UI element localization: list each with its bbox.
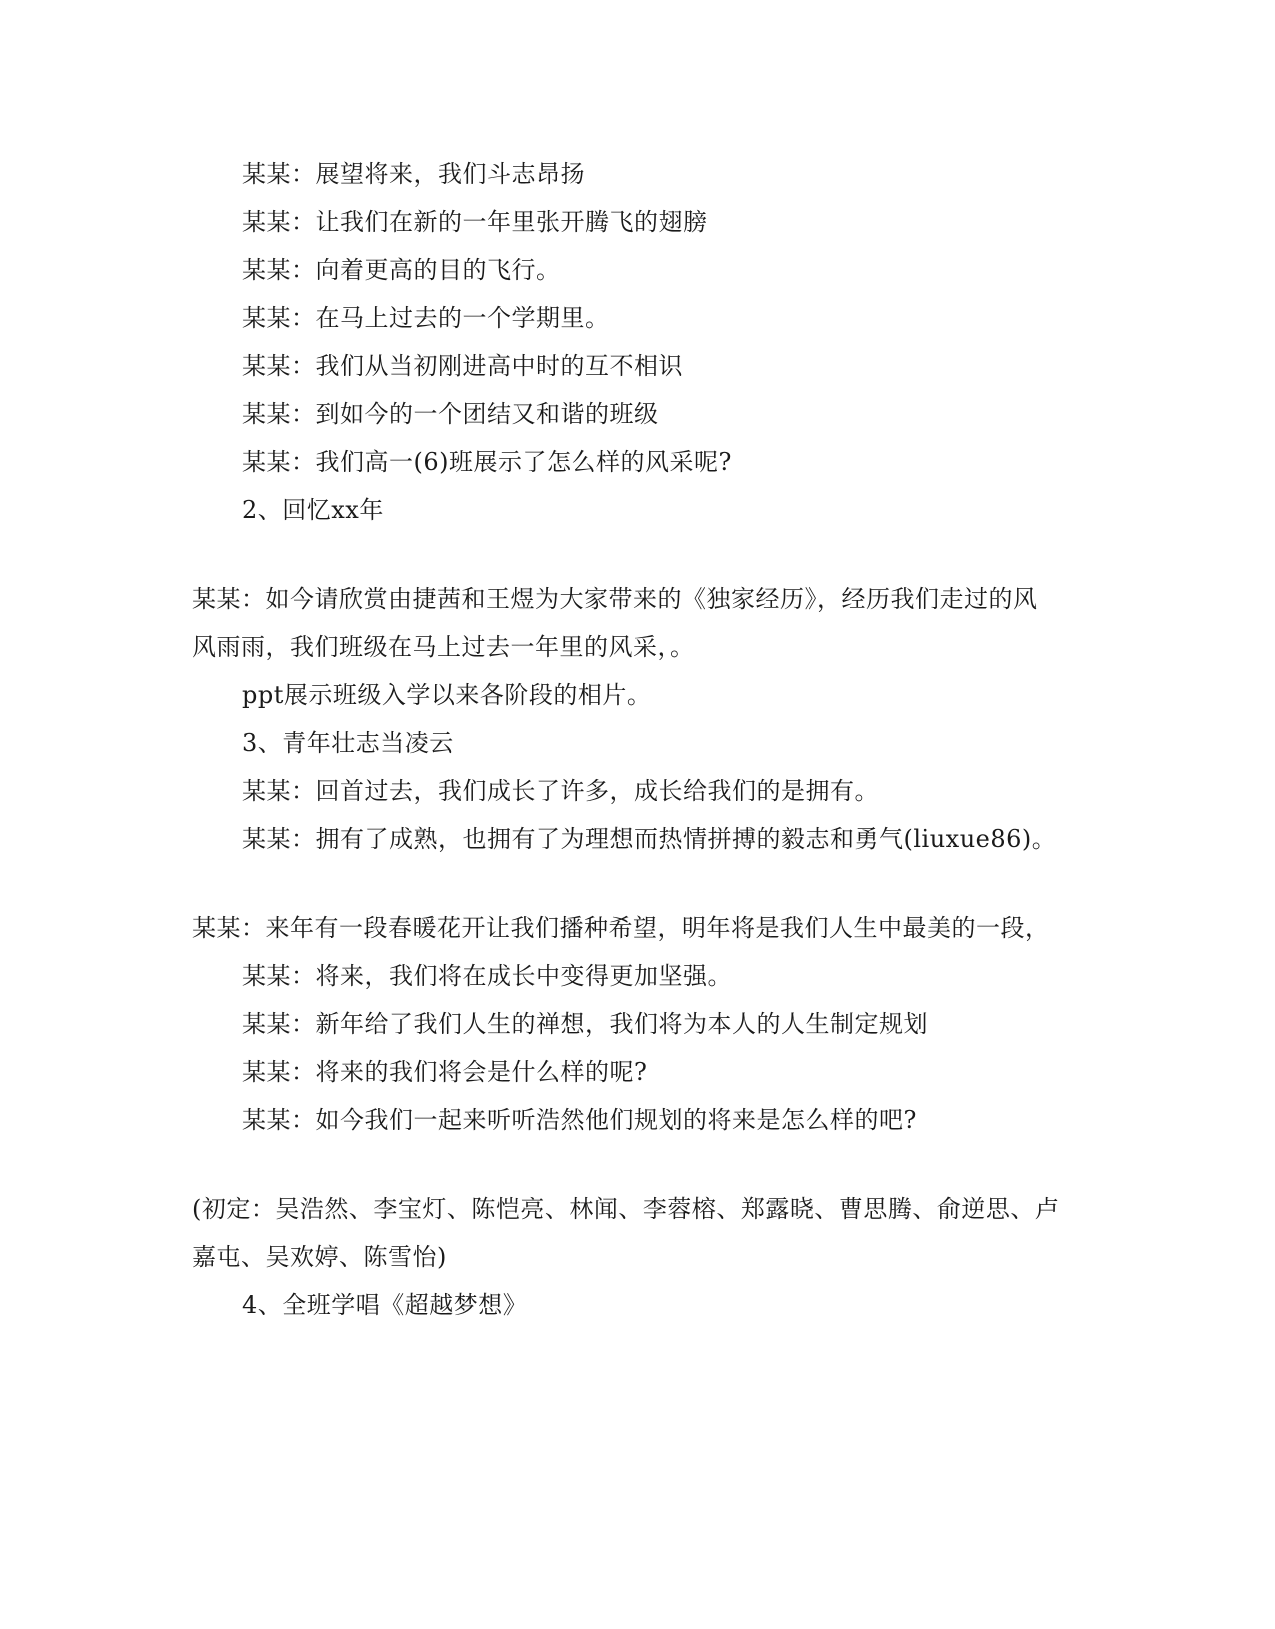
text-line: 某某：让我们在新的一年里张开腾飞的翅膀 [242,208,708,236]
text-line: 某某：如今我们一起来听听浩然他们规划的将来是怎么样的吧? [242,1106,917,1134]
text-line: 风雨雨，我们班级在马上过去一年里的风采，。 [192,633,695,661]
text-line: 某某：将来，我们将在成长中变得更加坚强。 [242,962,732,990]
text-line: 某某：向着更高的目的飞行。 [242,256,561,284]
text-line: 某某：展望将来，我们斗志昂扬 [242,160,585,188]
section-heading: 4、全班学唱《超越梦想》 [242,1291,528,1319]
text-line: 某某：新年给了我们人生的禅想，我们将为本人的人生制定规划 [242,1010,928,1038]
text-line: 某某：拥有了成熟，也拥有了为理想而热情拼搏的毅志和勇气(liuxue86)。 [242,825,1057,853]
text-line: (初定：吴浩然、李宝灯、陈恺亮、林闻、李蓉榕、郑露晓、曹思腾、俞逆思、卢 [192,1195,1060,1223]
section-heading: 2、回忆xx年 [242,496,384,524]
text-line: 某某：如今请欣赏由捷茜和王煜为大家带来的《独家经历》，经历我们走过的风 [192,585,1038,613]
text-line: 某某：我们从当初刚进高中时的互不相识 [242,352,683,380]
text-line: 某某：将来的我们将会是什么样的呢? [242,1058,648,1086]
section-heading: 3、青年壮志当凌云 [242,729,454,757]
text-line: ppt展示班级入学以来各阶段的相片。 [242,681,652,709]
text-line: 某某：来年有一段春暖花开让我们播种希望，明年将是我们人生中最美的一段， [192,914,1050,942]
text-line: 某某：在马上过去的一个学期里。 [242,304,610,332]
text-line: 某某：我们高一(6)班展示了怎么样的风采呢? [242,448,732,476]
text-line: 某某：回首过去，我们成长了许多，成长给我们的是拥有。 [242,777,879,805]
text-line: 某某：到如今的一个团结又和谐的班级 [242,400,659,428]
text-line: 嘉屯、吴欢婷、陈雪怡) [192,1243,447,1271]
